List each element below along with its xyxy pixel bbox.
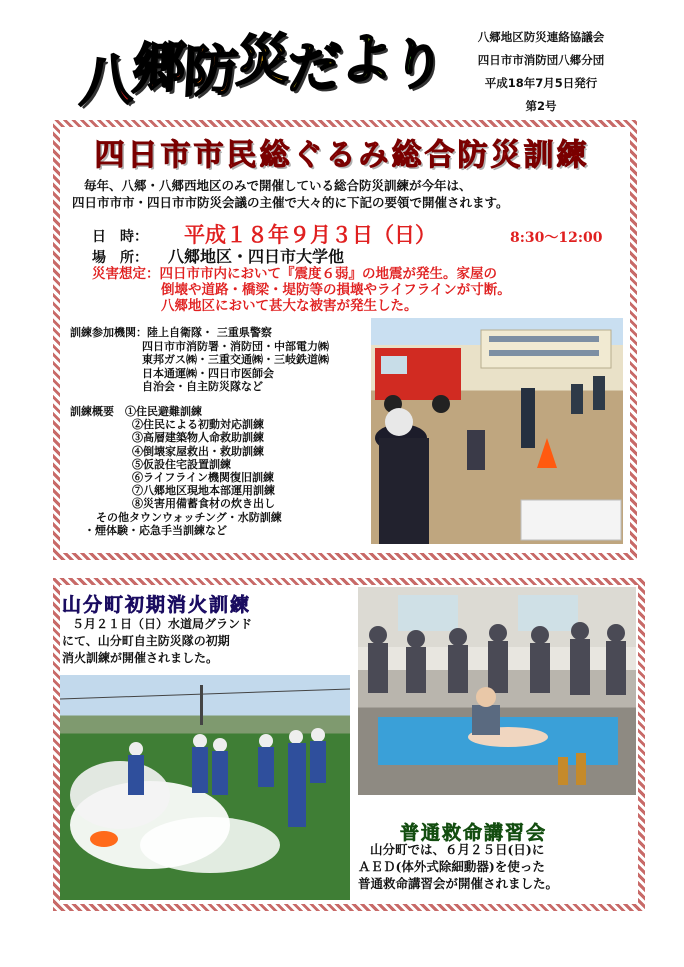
drill-item: ①住民避難訓練 — [125, 405, 202, 418]
participant-line: 東邦ガス㈱・三重交通㈱・三岐鉄道㈱ — [142, 353, 329, 366]
issuer-block — [446, 26, 636, 118]
masthead-title — [78, 14, 446, 114]
drill-item: ④倒壊家屋救出・救助訓練 — [132, 444, 264, 458]
hydrant-drill-title: 山分町初期消火訓練 — [62, 594, 252, 616]
drills-list — [70, 405, 370, 537]
drill-photo — [371, 318, 623, 544]
disaster-scenario — [92, 266, 637, 314]
time-value: 8:30〜12:00 — [510, 230, 603, 246]
masthead-char: 防 — [182, 38, 238, 105]
drill-other: ・煙体験・応急手当訓練など — [84, 523, 227, 537]
place-label: 場 所： — [92, 250, 148, 266]
issue-number: 第2号 — [525, 99, 557, 113]
place-value: 八郷地区・四日市大学他 — [168, 247, 345, 266]
hydrant-drill-line: にて、山分町自主防災隊の初期 — [62, 634, 230, 648]
masthead-char: だ — [285, 34, 342, 101]
masthead-char: 郷 — [130, 34, 186, 101]
hydrant-drill-text — [62, 616, 354, 667]
participant-line: 日本通運㈱・四日市医師会 — [142, 366, 274, 380]
drill-item: ⑧災害用備蓄食材の炊き出し — [132, 497, 275, 511]
cpr-class-line: 普通救命講習会が開催されました。 — [358, 876, 559, 891]
cpr-class-line: 山分町では、６月２５日(日)に — [370, 842, 545, 857]
masthead-char: り — [389, 31, 445, 98]
cpr-class-line: ＡＥＤ(体外式除細動器)を使った — [358, 859, 545, 874]
cpr-class-text — [358, 841, 638, 892]
masthead — [70, 14, 445, 114]
hydrant-drill-illustration — [60, 675, 350, 900]
intro-line: 四日市市市・四日市市防災会議の主催で大々的に下記の要領で開催されます。 — [72, 195, 509, 210]
date-value: 平成１８年９月３日（日） — [184, 222, 436, 247]
cpr-class-photo — [358, 587, 636, 795]
cpr-class-title: 普通救命講習会 — [400, 822, 548, 844]
participant-line: 陸上自衛隊・ 三重県警察 — [147, 326, 272, 339]
drill-item: ⑦八郷地区現地本部運用訓練 — [132, 484, 275, 498]
drill-item: ②住民による初動対応訓練 — [132, 418, 264, 432]
drills-label: 訓練概要 — [70, 405, 114, 418]
date-label: 日 時： — [92, 229, 148, 245]
issue-date: 平成18年7月5日発行 — [484, 76, 598, 90]
masthead-char: 災 — [234, 27, 290, 94]
disaster-line: 八郷地区において甚大な被害が発生した。 — [161, 298, 418, 314]
hydrant-drill-line: ５月２１日（日）水道局グランド — [72, 617, 253, 631]
participant-line: 自治会・自主防災隊など — [142, 380, 263, 393]
disaster-line: 倒壊や道路・橋梁・堤防等の損壊やライフラインが寸断。 — [161, 282, 511, 298]
main-intro — [72, 177, 632, 211]
disaster-label: 災害想定： — [92, 266, 160, 282]
participants-list — [70, 326, 370, 394]
drill-item: ⑤仮設住宅設置訓練 — [132, 457, 231, 471]
drill-item: ⑥ライフライン機関復旧訓練 — [132, 471, 275, 485]
hydrant-drill-line: 消火訓練が開催されました。 — [62, 651, 219, 665]
cpr-class-illustration — [358, 587, 636, 795]
masthead-char: よ — [338, 26, 394, 93]
issuer-org1: 八郷地区防災連絡協議会 — [477, 30, 605, 44]
intro-line: 毎年、八郷・八郷西地区のみで開催している総合防災訓練が今年は、 — [84, 178, 472, 193]
drill-photo-illustration — [371, 318, 623, 544]
participants-label: 訓練参加機関： — [70, 326, 147, 339]
drill-item: ③高層建築物人命救助訓練 — [132, 431, 264, 445]
drill-other: その他タウンウォッチング・水防訓練 — [96, 510, 282, 524]
main-headline: 四日市市民総ぐるみ総合防災訓練 — [94, 138, 590, 173]
participant-line: 四日市市消防署・消防団・中部電力㈱ — [142, 339, 329, 353]
issuer-org2: 四日市市消防団八郷分団 — [477, 53, 605, 67]
masthead-char: 八 — [78, 47, 134, 114]
disaster-line: 四日市市内において『震度６弱』の地震が発生。家屋の — [159, 266, 497, 282]
hydrant-drill-photo — [60, 675, 350, 900]
